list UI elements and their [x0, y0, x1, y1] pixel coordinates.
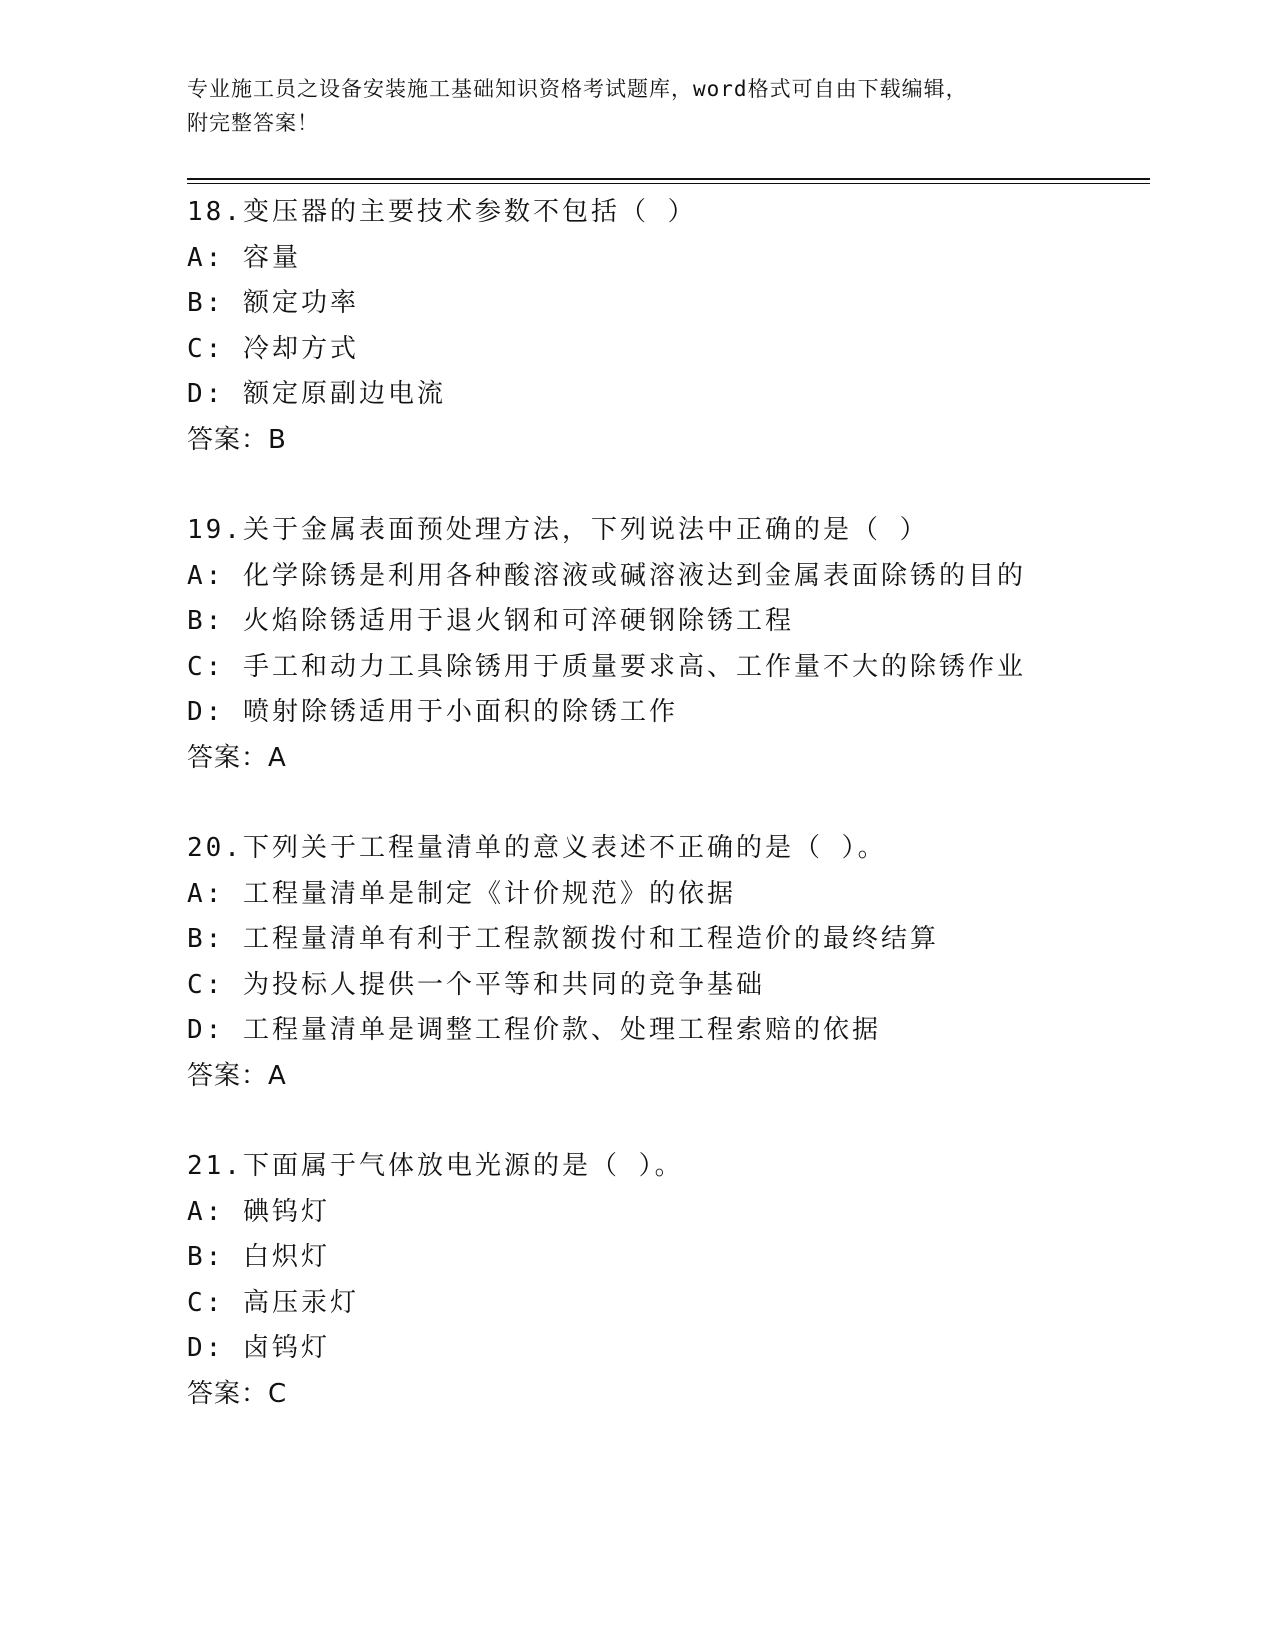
question-list	[187, 190, 1147, 1462]
header-divider	[187, 178, 1150, 185]
header-line-2: 附完整答案！	[187, 111, 319, 135]
option-c: C: 手工和动力工具除锈用于质量要求高、工作量不大的除锈作业	[187, 651, 1026, 682]
option-a: A: 化学除锈是利用各种酸溶液或碱溶液达到金属表面除锈的目的	[187, 560, 1026, 591]
question-stem: 20.下列关于工程量清单的意义表述不正确的是（ ）。	[187, 833, 887, 863]
option-b: B: 工程量清单有利于工程款额拨付和工程造价的最终结算	[187, 924, 939, 954]
option-a: A: 容量	[187, 242, 301, 273]
option-c: C: 冷却方式	[187, 333, 359, 364]
option-d: D: 卤钨灯	[187, 1333, 330, 1363]
header-line-1: 专业施工员之设备安装施工基础知识资格考试题库，word格式可自由下载编辑，	[187, 77, 968, 101]
option-d: D: 喷射除锈适用于小面积的除锈工作	[187, 697, 678, 727]
answer: 答案：A	[187, 1060, 287, 1091]
option-c: C: 高压汞灯	[187, 1287, 359, 1318]
question-stem: 19.关于金属表面预处理方法，下列说法中正确的是（ ）	[187, 515, 929, 545]
option-a: A: 碘钨灯	[187, 1196, 330, 1227]
divider-thin-line	[187, 183, 1150, 184]
question-18	[187, 190, 1147, 508]
divider-thick-line	[187, 178, 1150, 180]
option-b: B: 火焰除锈适用于退火钢和可淬硬钢除锈工程	[187, 606, 794, 636]
option-c: C: 为投标人提供一个平等和共同的竞争基础	[187, 969, 765, 1000]
document-header	[187, 72, 1087, 140]
answer: 答案：C	[187, 1378, 288, 1409]
option-b: B: 白炽灯	[187, 1242, 330, 1272]
question-20	[187, 826, 1147, 1144]
question-stem: 18.变压器的主要技术参数不包括（ ）	[187, 197, 697, 227]
option-d: D: 额定原副边电流	[187, 379, 446, 409]
option-a: A: 工程量清单是制定《计价规范》的依据	[187, 878, 736, 909]
answer: 答案：B	[187, 424, 287, 455]
answer: 答案：A	[187, 742, 287, 773]
question-stem: 21.下面属于气体放电光源的是（ ）。	[187, 1151, 684, 1181]
option-b: B: 额定功率	[187, 288, 359, 318]
question-19	[187, 508, 1147, 826]
option-d: D: 工程量清单是调整工程价款、处理工程索赔的依据	[187, 1015, 881, 1045]
question-21	[187, 1144, 1147, 1462]
